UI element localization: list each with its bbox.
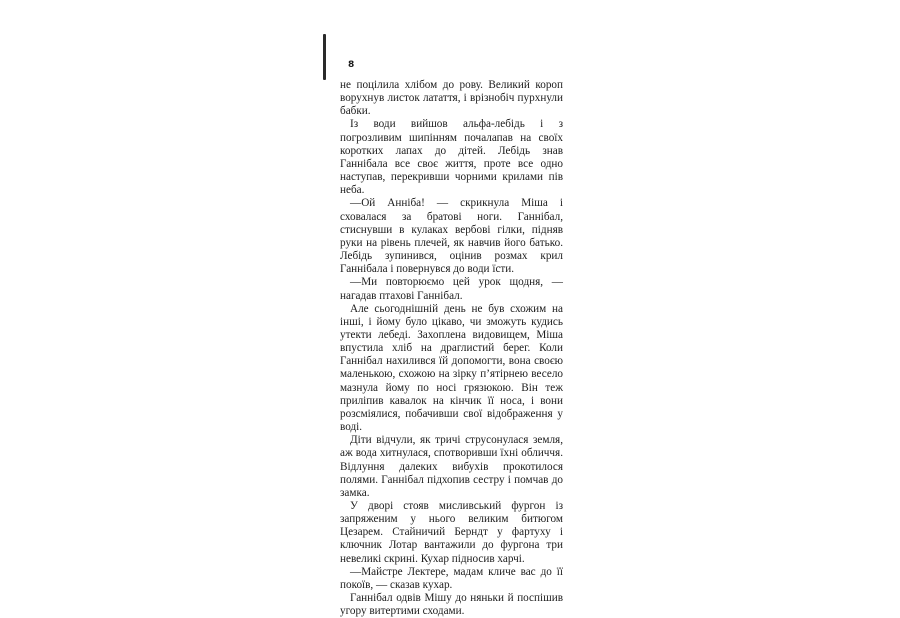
paragraph: —Майстре Лектере, мадам кличе вас до її покоїв, — сказав кухар. [340, 565, 563, 591]
paragraph: Із води вийшов альфа-лебідь і з погрозливим шипінням почалапав на своїх коротких лапах до дітей. Лебідь знав Ганнібала все своє життя, проте все одно наступав, перекривши чорними крилами пів неба. [340, 118, 563, 197]
paragraph: Ганнібал одвів Мішу до няньки й поспішив угору витертими сходами. [340, 592, 563, 618]
paragraph: —Ой Анніба! — скрикнула Міша і сховалася за братові ноги. Ганнібал, стиснувши в кулаках вербові гілки, підняв руки на рівень плечей, як навчив його батько. Лебідь зупинився, оцінив розмах крил Ганнібала і повернувся до води їсти. [340, 197, 563, 276]
paragraph: —Ми повторюємо цей урок щодня, — нагадав птахові Ганнібал. [340, 276, 563, 302]
page-text [340, 79, 563, 618]
scan-edge-mark [323, 34, 326, 80]
paragraph: не поцілила хлібом до рову. Великий короп ворухнув листок латаття, і врізнобіч пурхнули бабки. [340, 79, 563, 118]
paragraph: Діти відчули, як тричі струсонулася земля, аж вода хитнулася, спотворивши їхні обличчя. Відлуння далеких вибухів прокотилося полями. Ганнібал підхопив сестру і помчав до замка. [340, 434, 563, 499]
paragraph: У дворі стояв мисливський фургон із запряженим у нього великим битюгом Цезарем. Стайничий Берндт у фартуху і ключник Лотар вантажили до фургона три невеликі скрині. Кухар підносив харчі. [340, 500, 563, 565]
paragraph: Але сьогоднішній день не був схожим на інші, і йому було цікаво, чи зможуть кудись утекти лебеді. Захоплена видовищем, Міша впустила хліб на драглистий берег. Коли Ганнібал нахилився їй допомогти, вона своєю маленькою, схожою на зірку п’ятірнею весело мазнула йому по носі грязюкою. Він теж приліпив кавалок на кінчик її носа, і вони розсміялися, побачивши свої відображення у воді. [340, 302, 563, 434]
page-number: 8 [348, 60, 355, 70]
